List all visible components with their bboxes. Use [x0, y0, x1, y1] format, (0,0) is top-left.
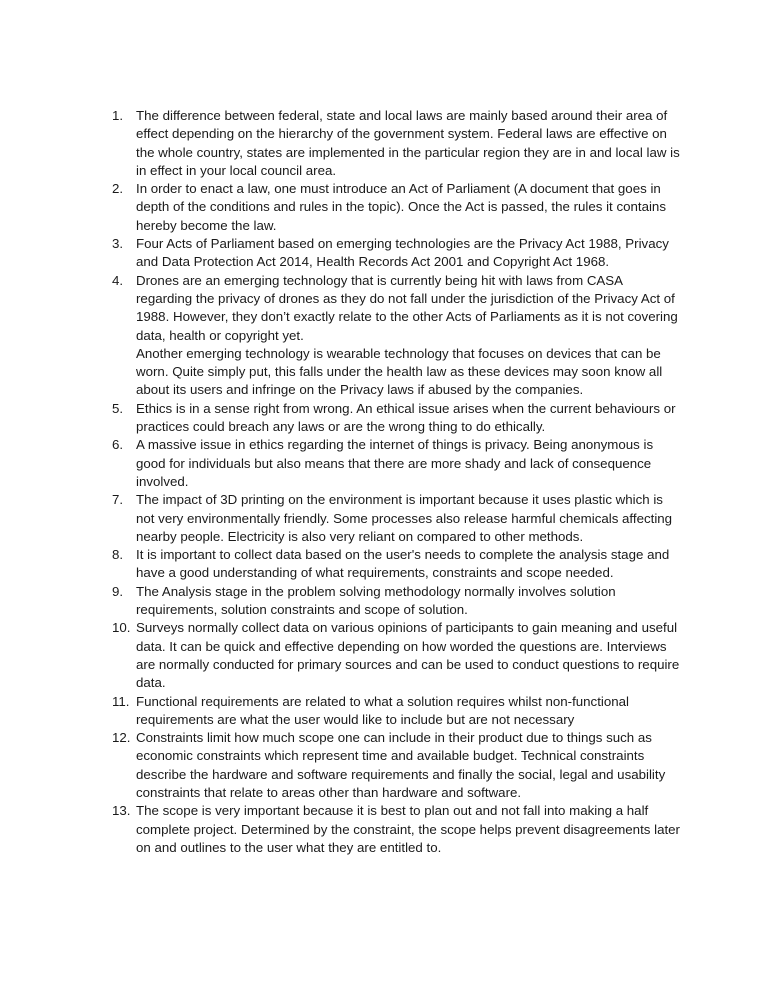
list-item-text: Ethics is in a sense right from wrong. An ethical issue arises when the current behaviours or practices could breach any laws or are the wrong thing to do ethically.: [136, 400, 676, 435]
list-number: 2.: [112, 181, 124, 197]
list-item-text: Constraints limit how much scope one can include in their product due to things such as economic constraints which represent time and available budget. Technical constraints describe the hardware and software requirements and finally the social, legal and usability constraints that relate to areas other than hardware and software.: [136, 730, 666, 800]
list-item-text: The impact of 3D printing on the environment is important because it uses plastic which is not very environmentally friendly. Some processes also release harmful chemicals affecting nearby people. Electricity is also very reliant on compared to other methods.: [136, 492, 673, 544]
list-number: 1.: [112, 108, 124, 123]
list-item-text: Surveys normally collect data on various opinions of participants to gain meaning and useful data. It can be quick and effective depending on how worded the questions are. Interviews are normally conducted for primary sources and can be used to conduct questions to require data.: [136, 620, 680, 691]
list-item: [112, 546, 682, 583]
list-item-text: The Analysis stage in the problem solving methodology normally involves solution requirements, solution constraints and scope of solution.: [136, 583, 616, 618]
list-item-text: Functional requirements are related to what a solution requires whilst non-functional requirements are what the user would like to include but are not necessary: [136, 693, 629, 727]
list-item-text: In order to enact a law, one must introduce an Act of Parliament (A document that goes in depth of the conditions and rules in the topic). Once the Act is passed, the rules it contains hereby become the law.: [136, 181, 666, 233]
list-item: [112, 491, 682, 546]
list-item: [112, 802, 682, 857]
list-item: [112, 235, 682, 272]
list-number: 11.: [112, 693, 130, 709]
list-number: 7.: [112, 492, 124, 508]
list-number: 8.: [112, 547, 124, 563]
list-item: [112, 729, 682, 802]
list-item-text: Four Acts of Parliament based on emerging technologies are the Privacy Act 1988, Privacy and Data Protection Act 2014, Health Records Act 2001 and Copyright Act 1968.: [136, 236, 669, 270]
list-item-text: The difference between federal, state and local laws are mainly based around their area of effect depending on the hierarchy of the government system. Federal laws are effective on the whole country, states are implemented in the particular region they are in and local law is in effect in your local council area.: [136, 108, 680, 178]
list-item: [112, 693, 682, 730]
list-number: 12.: [112, 730, 131, 746]
list-number: 13.: [112, 803, 131, 819]
list-number: 10.: [112, 620, 131, 636]
list-number: 9.: [112, 583, 124, 599]
list-item: [112, 400, 682, 437]
list-item: [112, 619, 682, 692]
numbered-list: [112, 107, 682, 857]
list-number: 4.: [112, 272, 124, 288]
list-item: [112, 272, 682, 400]
list-item: [112, 436, 682, 491]
list-item-text: The scope is very important because it is best to plan out and not fall into making a half complete project. Determined by the constraint, the scope helps prevent disagreements later on and outlines to the user what they are entitled to.: [136, 803, 680, 855]
list-item-text-continued: Another emerging technology is wearable technology that focuses on devices that can be worn. Quite simply put, this falls under the health law as these devices may soon know all about its users and infringe on the Privacy laws if abused by the companies.: [136, 345, 663, 398]
list-number: 5.: [112, 400, 124, 416]
list-item-text: Drones are an emerging technology that is currently being hit with laws from CASA regarding the privacy of drones as they do not fall under the jurisdiction of the Privacy Act of 1988. However, they don’t exactly relate to the other Acts of Parliaments as it is not covering data, health or copyright yet.: [136, 272, 678, 343]
list-item-text: A massive issue in ethics regarding the internet of things is privacy. Being anonymous is good for individuals but also means that there are more shady and lack of consequence involved.: [136, 437, 654, 489]
list-item-text: It is important to collect data based on the user's needs to complete the analysis stage and have a good understanding of what requirements, constraints and scope needed.: [136, 547, 670, 581]
list-number: 3.: [112, 236, 124, 252]
list-number: 6.: [112, 437, 124, 453]
list-item: [112, 107, 682, 180]
list-item: [112, 583, 682, 620]
list-item: [112, 180, 682, 235]
